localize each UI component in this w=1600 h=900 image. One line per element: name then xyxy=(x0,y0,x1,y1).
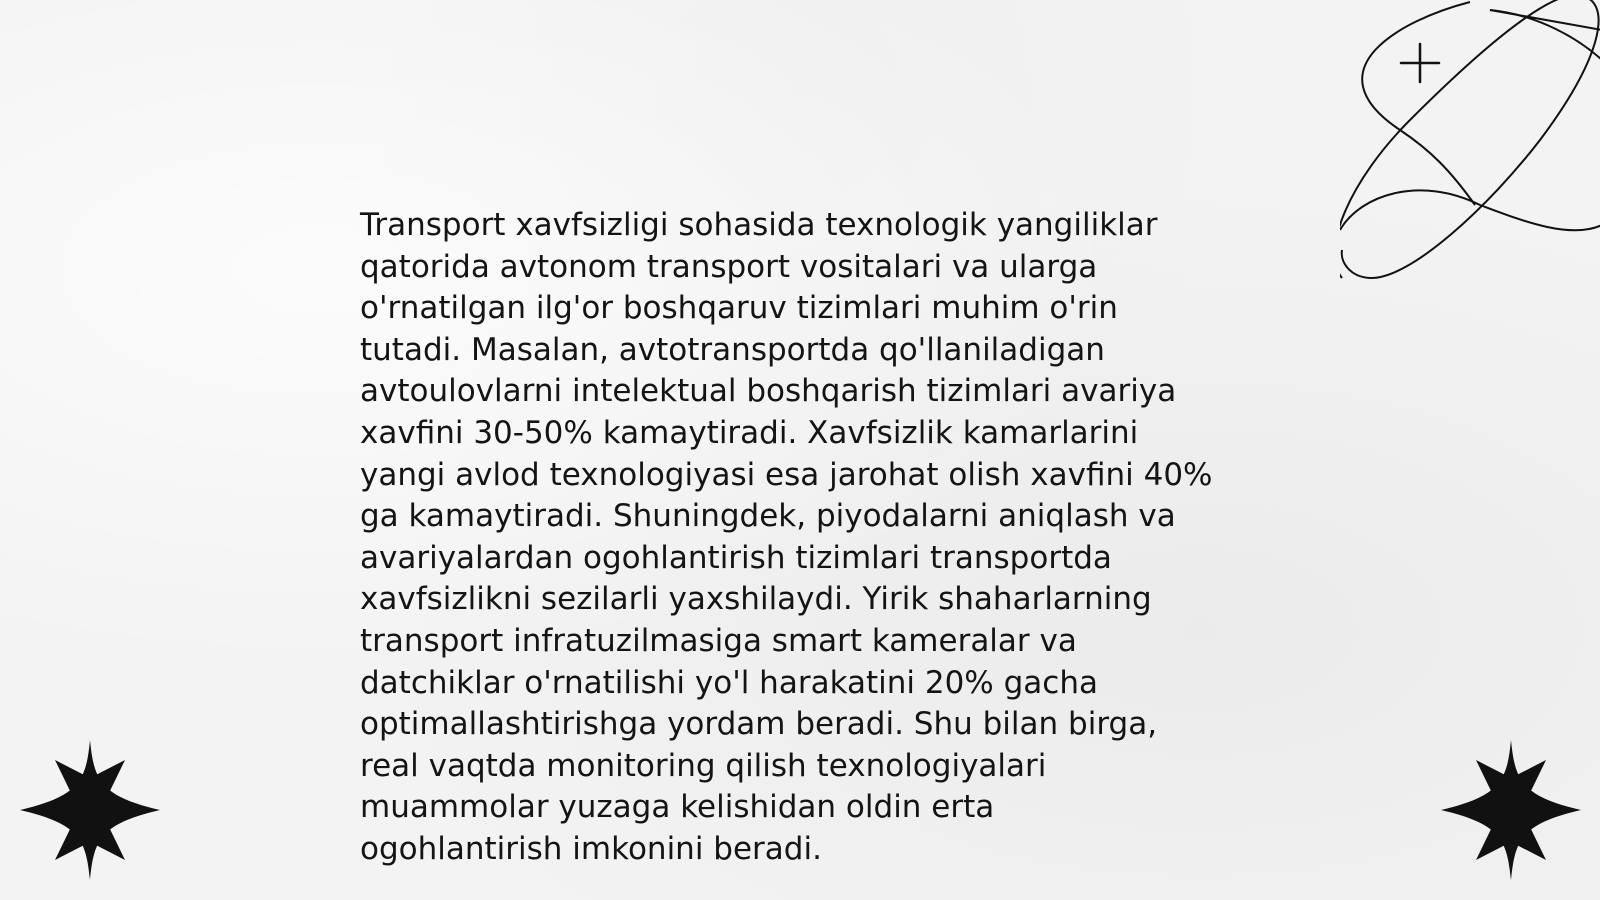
four-point-star-icon xyxy=(1441,740,1581,880)
four-point-star-icon xyxy=(20,740,160,880)
orbit-sparkle-icon xyxy=(1340,0,1600,300)
slide-body-text: Transport xavfsizligi sohasida texnologik yangiliklar qatorida avtonom transport vositalari va ularga o'rnatilgan ilg'or boshqaruv tizimlari muhim o'rin tutadi. Masalan, avtotransportda qo'llaniladigan avtoulovlarni intelektual boshqarish tizimlari avariya xavfini 30-50% kamaytiradi. Xavfsizlik kamarlarini yangi avlod texnologiyasi esa jarohat olish xavfini 40% ga kamaytiradi. Shuningdek, piyodalarni aniqlash va avariyalardan ogohlantirish tizimlari transportda xavfsizlikni sezilarli yaxshilaydi. Yirik shaharlarning transport infratuzilmasiga smart kameralar va datchiklar o'rnatilishi yo'l harakatini 20% gacha optimallashtirishga yordam beradi. Shu bilan birga, real vaqtda monitoring qilish texnologiyalari muammolar yuzaga kelishidan oldin erta ogohlantirish imkonini beradi. xyxy=(360,207,1213,867)
